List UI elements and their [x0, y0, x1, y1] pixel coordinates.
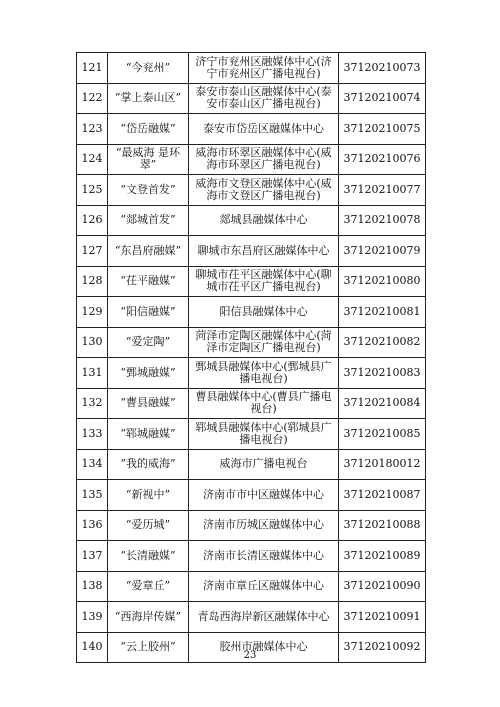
- app-name-cell: “最威海 是环翠”: [108, 144, 189, 175]
- app-name-cell: “郯城首发”: [108, 205, 189, 236]
- table-row: [77, 83, 426, 114]
- registration-code-cell: 37120210088: [339, 510, 426, 541]
- app-name-cell: “爱章丘”: [108, 571, 189, 602]
- organization-cell: 青岛西海岸新区融媒体中心: [189, 602, 339, 633]
- app-name-cell: “新视中”: [108, 480, 189, 511]
- registration-code-cell: 37120210079: [339, 236, 426, 267]
- organization-cell: 胶州市融媒体中心: [189, 632, 339, 663]
- table-row: [77, 205, 426, 236]
- app-name-cell: “云上胶州”: [108, 632, 189, 663]
- organization-cell: 济南市历城区融媒体中心: [189, 510, 339, 541]
- row-number-cell: 133: [77, 419, 108, 450]
- row-number-cell: 121: [77, 53, 108, 84]
- app-name-cell: “掌上泰山区”: [108, 83, 189, 114]
- organization-cell: 泰安市岱岳区融媒体中心: [189, 114, 339, 145]
- app-name-cell: “文登首发”: [108, 175, 189, 206]
- registration-code-cell: 37120210076: [339, 144, 426, 175]
- row-number-cell: 128: [77, 266, 108, 297]
- table-row: [77, 53, 426, 84]
- registration-code-cell: 37120210075: [339, 114, 426, 145]
- row-number-cell: 140: [77, 632, 108, 663]
- registration-code-cell: 37120210090: [339, 571, 426, 602]
- registration-code-cell: 37120180012: [339, 449, 426, 480]
- app-name-cell: “我的威海”: [108, 449, 189, 480]
- row-number-cell: 124: [77, 144, 108, 175]
- app-name-cell: “长清融媒”: [108, 541, 189, 572]
- organization-cell: 菏泽市定陶区融媒体中心(菏泽市定陶区广播电视台): [189, 327, 339, 358]
- registration-code-cell: 37120210085: [339, 419, 426, 450]
- row-number-cell: 129: [77, 297, 108, 328]
- row-number-cell: 136: [77, 510, 108, 541]
- registration-code-cell: 37120210080: [339, 266, 426, 297]
- organization-cell: 威海市文登区融媒体中心(威海市文登区广播电视台): [189, 175, 339, 206]
- registration-code-cell: 37120210074: [339, 83, 426, 114]
- organization-cell: 聊城市东昌府区融媒体中心: [189, 236, 339, 267]
- registration-code-cell: 37120210077: [339, 175, 426, 206]
- organization-cell: 济宁市兖州区融媒体中心(济宁市兖州区广播电视台): [189, 53, 339, 84]
- row-number-cell: 125: [77, 175, 108, 206]
- organization-cell: 阳信县融媒体中心: [189, 297, 339, 328]
- app-name-cell: “茌平融媒”: [108, 266, 189, 297]
- registry-table-body: [77, 53, 426, 663]
- row-number-cell: 137: [77, 541, 108, 572]
- registration-code-cell: 37120210078: [339, 205, 426, 236]
- app-name-cell: “曹县融媒”: [108, 388, 189, 419]
- table-row: [77, 602, 426, 633]
- row-number-cell: 131: [77, 358, 108, 389]
- table-row: [77, 510, 426, 541]
- organization-cell: 郯城县融媒体中心: [189, 205, 339, 236]
- table-row: [77, 175, 426, 206]
- organization-cell: 鄄城县融媒体中心(鄄城县广播电视台): [189, 358, 339, 389]
- organization-cell: 威海市环翠区融媒体中心(威海市环翠区广播电视台): [189, 144, 339, 175]
- row-number-cell: 122: [77, 83, 108, 114]
- registry-table: [76, 52, 426, 663]
- table-row: [77, 327, 426, 358]
- registration-code-cell: 37120210084: [339, 388, 426, 419]
- organization-cell: 曹县融媒体中心(曹县广播电视台): [189, 388, 339, 419]
- table-row: [77, 358, 426, 389]
- table-row: [77, 541, 426, 572]
- table-row: [77, 449, 426, 480]
- organization-cell: 济南市长清区融媒体中心: [189, 541, 339, 572]
- app-name-cell: “鄄城融媒”: [108, 358, 189, 389]
- registration-code-cell: 37120210091: [339, 602, 426, 633]
- registration-code-cell: 37120210081: [339, 297, 426, 328]
- table-row: [77, 144, 426, 175]
- registration-code-cell: 37120210089: [339, 541, 426, 572]
- table-row: [77, 236, 426, 267]
- organization-cell: 威海市广播电视台: [189, 449, 339, 480]
- app-name-cell: “阳信融媒”: [108, 297, 189, 328]
- table-row: [77, 266, 426, 297]
- app-name-cell: “岱岳融媒”: [108, 114, 189, 145]
- row-number-cell: 130: [77, 327, 108, 358]
- row-number-cell: 139: [77, 602, 108, 633]
- row-number-cell: 132: [77, 388, 108, 419]
- registration-code-cell: 37120210083: [339, 358, 426, 389]
- app-name-cell: “郓城融媒”: [108, 419, 189, 450]
- table-row: [77, 419, 426, 450]
- organization-cell: 聊城市茌平区融媒体中心(聊城市茌平区广播电视台): [189, 266, 339, 297]
- app-name-cell: “今兖州”: [108, 53, 189, 84]
- registration-code-cell: 37120210073: [339, 53, 426, 84]
- registration-code-cell: 37120210092: [339, 632, 426, 663]
- row-number-cell: 126: [77, 205, 108, 236]
- app-name-cell: “西海岸传媒”: [108, 602, 189, 633]
- row-number-cell: 138: [77, 571, 108, 602]
- organization-cell: 济南市章丘区融媒体中心: [189, 571, 339, 602]
- row-number-cell: 123: [77, 114, 108, 145]
- table-row: [77, 297, 426, 328]
- registration-code-cell: 37120210082: [339, 327, 426, 358]
- table-row: [77, 114, 426, 145]
- app-name-cell: “爱历城”: [108, 510, 189, 541]
- registration-code-cell: 37120210087: [339, 480, 426, 511]
- organization-cell: 郓城县融媒体中心(郓城县广播电视台): [189, 419, 339, 450]
- app-name-cell: “爱定陶”: [108, 327, 189, 358]
- table-row: [77, 388, 426, 419]
- organization-cell: 泰安市泰山区融媒体中心(泰安市泰山区广播电视台): [189, 83, 339, 114]
- organization-cell: 济南市市中区融媒体中心: [189, 480, 339, 511]
- row-number-cell: 127: [77, 236, 108, 267]
- page-number: 23: [243, 650, 257, 661]
- app-name-cell: “东昌府融媒”: [108, 236, 189, 267]
- table-row: [77, 571, 426, 602]
- row-number-cell: 134: [77, 449, 108, 480]
- table-row: [77, 480, 426, 511]
- row-number-cell: 135: [77, 480, 108, 511]
